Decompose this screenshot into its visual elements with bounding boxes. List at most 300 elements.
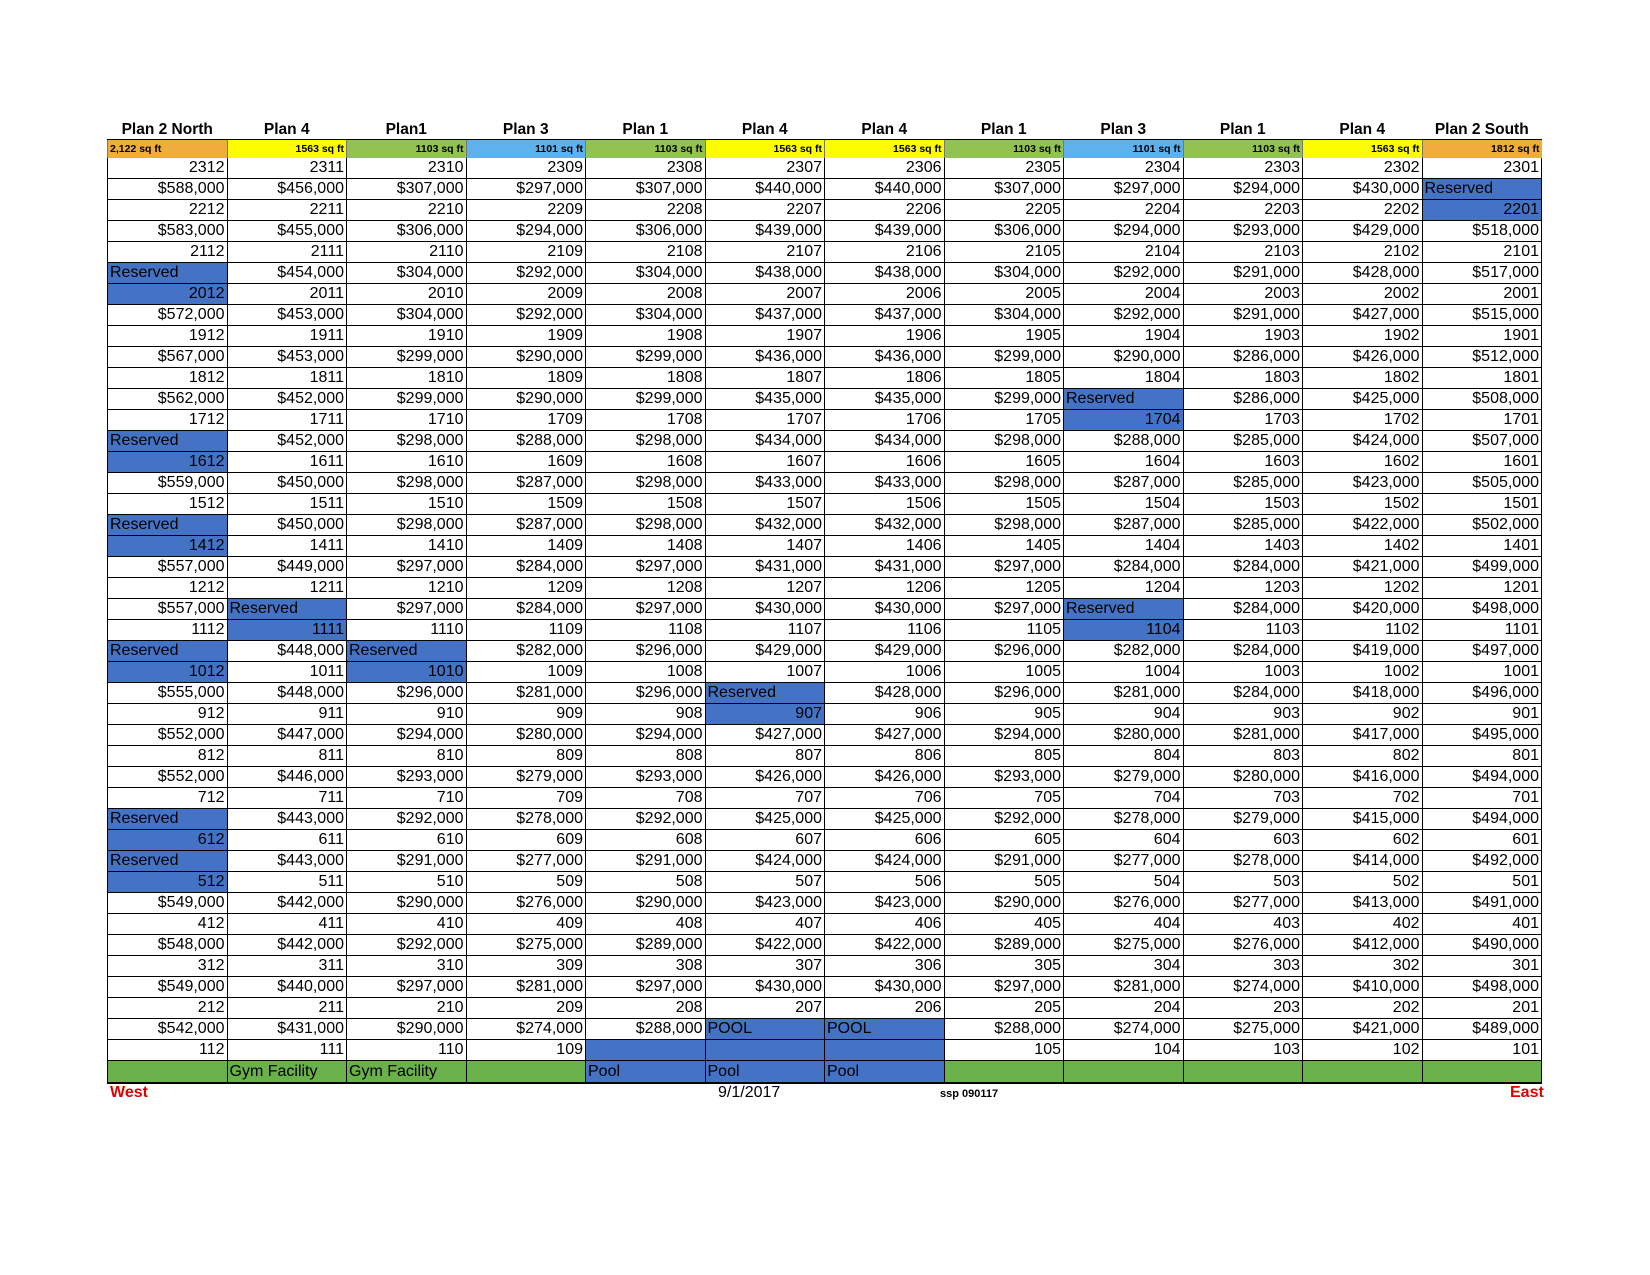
price-cell: $277,000: [1064, 851, 1184, 872]
unit-number-cell: 2306: [825, 158, 945, 179]
unit-number-cell: 612: [108, 830, 228, 851]
unit-number-cell: 707: [705, 788, 825, 809]
price-cell: $437,000: [825, 305, 945, 326]
price-cell: $296,000: [586, 683, 706, 704]
amenity-cell: [1422, 1061, 1542, 1084]
price-cell: $505,000: [1422, 473, 1542, 494]
price-cell: $492,000: [1422, 851, 1542, 872]
unit-number-cell: 1005: [944, 662, 1064, 683]
unit-number-cell: 306: [825, 956, 945, 977]
price-cell: $291,000: [347, 851, 467, 872]
price-cell: $583,000: [108, 221, 228, 242]
unit-number-cell: 409: [466, 914, 586, 935]
plan-header: Plan 4: [263, 121, 310, 138]
unit-number-cell: 904: [1064, 704, 1184, 725]
price-cell: $298,000: [944, 431, 1064, 452]
amenity-cell: [466, 1061, 586, 1084]
unit-number-cell: 901: [1422, 704, 1542, 725]
price-cell: $512,000: [1422, 347, 1542, 368]
unit-number-cell: 1509: [466, 494, 586, 515]
unit-number-cell: 1008: [586, 662, 706, 683]
unit-number-cell: 2103: [1183, 242, 1303, 263]
price-cell: $496,000: [1422, 683, 1542, 704]
price-cell: $290,000: [1064, 347, 1184, 368]
unit-number-cell: 103: [1183, 1040, 1303, 1061]
unit-number-cell: 1512: [108, 494, 228, 515]
price-row: [108, 221, 1542, 242]
unit-number-cell: 1804: [1064, 368, 1184, 389]
price-cell: $426,000: [1303, 347, 1423, 368]
price-cell: $276,000: [1064, 893, 1184, 914]
price-cell: $450,000: [227, 473, 347, 494]
unit-number-cell: 410: [347, 914, 467, 935]
amenities-row: [108, 1061, 1542, 1084]
unit-number-cell: 2107: [705, 242, 825, 263]
unit-number-row: [108, 200, 1542, 221]
unit-number-row: [108, 998, 1542, 1019]
unit-number-cell: 807: [705, 746, 825, 767]
price-cell: $277,000: [1183, 893, 1303, 914]
unit-number-cell: [586, 1040, 706, 1061]
price-cell: $288,000: [586, 1019, 706, 1040]
unit-number-cell: 1002: [1303, 662, 1423, 683]
price-cell: $298,000: [586, 431, 706, 452]
price-cell: $292,000: [347, 809, 467, 830]
unit-number-cell: 1603: [1183, 452, 1303, 473]
price-cell: $431,000: [227, 1019, 347, 1040]
unit-number-cell: 1702: [1303, 410, 1423, 431]
unit-number-cell: 1701: [1422, 410, 1542, 431]
unit-number-cell: 312: [108, 956, 228, 977]
price-cell: $281,000: [466, 977, 586, 998]
unit-number-cell: 2201: [1422, 200, 1542, 221]
unit-number-cell: 1902: [1303, 326, 1423, 347]
price-cell: $292,000: [586, 809, 706, 830]
unit-number-cell: 2003: [1183, 284, 1303, 305]
price-cell: $502,000: [1422, 515, 1542, 536]
amenity-cell: Gym Facility: [227, 1061, 347, 1084]
unit-number-cell: 706: [825, 788, 945, 809]
price-cell: $412,000: [1303, 935, 1423, 956]
price-cell: $275,000: [466, 935, 586, 956]
price-cell: $297,000: [347, 557, 467, 578]
unit-number-cell: 609: [466, 830, 586, 851]
unit-number-cell: 605: [944, 830, 1064, 851]
price-cell: $304,000: [586, 263, 706, 284]
price-cell: $515,000: [1422, 305, 1542, 326]
price-cell: $421,000: [1303, 1019, 1423, 1040]
price-cell: $454,000: [227, 263, 347, 284]
price-cell: $497,000: [1422, 641, 1542, 662]
plan-header: Plan1: [385, 121, 427, 138]
price-cell: $297,000: [1064, 179, 1184, 200]
unit-number-cell: 1910: [347, 326, 467, 347]
price-cell: $296,000: [586, 641, 706, 662]
unit-number-row: [108, 284, 1542, 305]
price-cell: $307,000: [586, 179, 706, 200]
unit-number-cell: 2202: [1303, 200, 1423, 221]
unit-number-cell: 2007: [705, 284, 825, 305]
price-cell: $425,000: [705, 809, 825, 830]
price-cell: $284,000: [466, 599, 586, 620]
price-cell: $290,000: [586, 893, 706, 914]
unit-number-cell: 1912: [108, 326, 228, 347]
unit-number-cell: 611: [227, 830, 347, 851]
unit-number-cell: 905: [944, 704, 1064, 725]
reserved-cell: Reserved: [347, 641, 467, 662]
price-cell: $424,000: [825, 851, 945, 872]
price-cell: $491,000: [1422, 893, 1542, 914]
sqft-header: 1563 sq ft: [825, 140, 945, 159]
unit-number-cell: 1207: [705, 578, 825, 599]
reserved-cell: Reserved: [108, 515, 228, 536]
unit-number-row: [108, 662, 1542, 683]
price-cell: $422,000: [1303, 515, 1423, 536]
unit-number-row: [108, 494, 1542, 515]
price-cell: $297,000: [586, 599, 706, 620]
unit-number-cell: 912: [108, 704, 228, 725]
price-cell: $440,000: [227, 977, 347, 998]
price-cell: $280,000: [1183, 767, 1303, 788]
unit-number-cell: 1704: [1064, 410, 1184, 431]
unit-number-cell: 711: [227, 788, 347, 809]
unit-number-cell: 1911: [227, 326, 347, 347]
unit-number-row: [108, 242, 1542, 263]
unit-number-cell: 2105: [944, 242, 1064, 263]
price-cell: $440,000: [825, 179, 945, 200]
unit-number-cell: 401: [1422, 914, 1542, 935]
unit-number-cell: 402: [1303, 914, 1423, 935]
unit-number-cell: 1607: [705, 452, 825, 473]
unit-number-cell: 2009: [466, 284, 586, 305]
unit-number-cell: 311: [227, 956, 347, 977]
unit-number-cell: 708: [586, 788, 706, 809]
reserved-cell: Reserved: [108, 641, 228, 662]
price-row: [108, 431, 1542, 452]
unit-number-cell: 1012: [108, 662, 228, 683]
unit-number-cell: 2001: [1422, 284, 1542, 305]
price-cell: $284,000: [466, 557, 586, 578]
price-cell: $293,000: [1183, 221, 1303, 242]
price-cell: $413,000: [1303, 893, 1423, 914]
unit-number-cell: 1907: [705, 326, 825, 347]
unit-number-cell: 1107: [705, 620, 825, 641]
sqft-header: 1563 sq ft: [1303, 140, 1423, 159]
price-cell: $448,000: [227, 641, 347, 662]
price-cell: $443,000: [227, 851, 347, 872]
unit-number-cell: 1609: [466, 452, 586, 473]
unit-number-cell: 1707: [705, 410, 825, 431]
sqft-header: 1103 sq ft: [347, 140, 467, 159]
price-cell: $298,000: [586, 515, 706, 536]
date-label: 9/1/2017: [718, 1084, 781, 1101]
unit-number-cell: 1906: [825, 326, 945, 347]
price-cell: $426,000: [825, 767, 945, 788]
unit-number-cell: 906: [825, 704, 945, 725]
plan-header-row: [108, 113, 1542, 140]
unit-number-cell: 2010: [347, 284, 467, 305]
sqft-header: 1101 sq ft: [1064, 140, 1184, 159]
price-cell: $447,000: [227, 725, 347, 746]
price-cell: $307,000: [347, 179, 467, 200]
unit-number-row: [108, 1040, 1542, 1061]
price-cell: $456,000: [227, 179, 347, 200]
unit-number-cell: 1406: [825, 536, 945, 557]
price-cell: $423,000: [1303, 473, 1423, 494]
unit-number-row: [108, 620, 1542, 641]
price-cell: $572,000: [108, 305, 228, 326]
unit-number-cell: 2312: [108, 158, 228, 179]
price-row: [108, 1019, 1542, 1040]
price-row: [108, 515, 1542, 536]
price-cell: $549,000: [108, 977, 228, 998]
unit-number-cell: 803: [1183, 746, 1303, 767]
unit-number-cell: 1807: [705, 368, 825, 389]
price-cell: $452,000: [227, 389, 347, 410]
unit-number-cell: 2208: [586, 200, 706, 221]
unit-number-row: [108, 536, 1542, 557]
unit-number-cell: 2112: [108, 242, 228, 263]
price-cell: $281,000: [1064, 683, 1184, 704]
unit-number-cell: 105: [944, 1040, 1064, 1061]
price-cell: $281,000: [1064, 977, 1184, 998]
unit-number-cell: 2310: [347, 158, 467, 179]
price-cell: $296,000: [944, 683, 1064, 704]
unit-number-cell: 1812: [108, 368, 228, 389]
price-cell: $280,000: [1064, 725, 1184, 746]
price-cell: $284,000: [1064, 557, 1184, 578]
price-row: [108, 977, 1542, 998]
price-cell: $293,000: [944, 767, 1064, 788]
amenity-cell: Pool: [586, 1061, 706, 1084]
price-cell: $298,000: [347, 473, 467, 494]
price-cell: $435,000: [705, 389, 825, 410]
unit-number-cell: 1001: [1422, 662, 1542, 683]
reserved-cell: Reserved: [108, 809, 228, 830]
price-row: [108, 179, 1542, 200]
price-cell: $287,000: [1064, 473, 1184, 494]
price-cell: $288,000: [466, 431, 586, 452]
unit-number-cell: 505: [944, 872, 1064, 893]
price-row: [108, 893, 1542, 914]
unit-number-cell: 712: [108, 788, 228, 809]
sqft-header: 1103 sq ft: [586, 140, 706, 159]
price-row: [108, 557, 1542, 578]
price-cell: $286,000: [1183, 347, 1303, 368]
unit-number-cell: 1810: [347, 368, 467, 389]
unit-number-cell: 511: [227, 872, 347, 893]
price-row: [108, 347, 1542, 368]
unit-number-cell: 509: [466, 872, 586, 893]
price-cell: $552,000: [108, 725, 228, 746]
price-cell: $424,000: [705, 851, 825, 872]
price-cell: $434,000: [705, 431, 825, 452]
price-cell: $298,000: [586, 473, 706, 494]
unit-number-cell: 1710: [347, 410, 467, 431]
unit-number-cell: 2011: [227, 284, 347, 305]
price-cell: $292,000: [944, 809, 1064, 830]
unit-number-cell: 111: [227, 1040, 347, 1061]
unit-number-cell: 911: [227, 704, 347, 725]
price-cell: $297,000: [944, 557, 1064, 578]
price-cell: $279,000: [1183, 809, 1303, 830]
price-cell: $304,000: [944, 263, 1064, 284]
price-row: [108, 935, 1542, 956]
unit-number-cell: 2212: [108, 200, 228, 221]
price-cell: $421,000: [1303, 557, 1423, 578]
price-row: [108, 809, 1542, 830]
price-cell: $282,000: [1064, 641, 1184, 662]
price-cell: $423,000: [825, 893, 945, 914]
price-cell: $433,000: [705, 473, 825, 494]
price-cell: $282,000: [466, 641, 586, 662]
price-cell: $489,000: [1422, 1019, 1542, 1040]
plan-header: Plan 2 North: [121, 121, 213, 138]
unit-number-row: [108, 368, 1542, 389]
price-cell: $279,000: [466, 767, 586, 788]
price-cell: $284,000: [1183, 683, 1303, 704]
unit-number-cell: 112: [108, 1040, 228, 1061]
price-cell: $430,000: [1303, 179, 1423, 200]
price-cell: $422,000: [825, 935, 945, 956]
price-cell: $517,000: [1422, 263, 1542, 284]
price-cell: $299,000: [586, 347, 706, 368]
unit-number-cell: 1003: [1183, 662, 1303, 683]
price-cell: $279,000: [1064, 767, 1184, 788]
unit-number-row: [108, 746, 1542, 767]
unit-number-cell: 2209: [466, 200, 586, 221]
unit-number-cell: 1112: [108, 620, 228, 641]
unit-number-cell: 104: [1064, 1040, 1184, 1061]
price-cell: $418,000: [1303, 683, 1423, 704]
price-cell: $542,000: [108, 1019, 228, 1040]
unit-number-cell: 2012: [108, 284, 228, 305]
price-cell: $425,000: [825, 809, 945, 830]
unit-number-cell: 303: [1183, 956, 1303, 977]
unit-number-cell: 507: [705, 872, 825, 893]
price-cell: $292,000: [466, 305, 586, 326]
price-cell: $306,000: [347, 221, 467, 242]
price-cell: $299,000: [347, 389, 467, 410]
unit-number-cell: 2101: [1422, 242, 1542, 263]
price-cell: $297,000: [347, 599, 467, 620]
unit-number-row: [108, 914, 1542, 935]
plan-header: Plan 1: [980, 121, 1027, 138]
unit-number-row: [108, 830, 1542, 851]
unit-number-cell: 205: [944, 998, 1064, 1019]
price-cell: $438,000: [825, 263, 945, 284]
unit-number-cell: 811: [227, 746, 347, 767]
price-cell: $298,000: [347, 431, 467, 452]
reserved-cell: Reserved: [227, 599, 347, 620]
unit-number-cell: 1103: [1183, 620, 1303, 641]
unit-number-row: [108, 326, 1542, 347]
unit-number-cell: 808: [586, 746, 706, 767]
price-cell: $277,000: [466, 851, 586, 872]
unit-number-cell: 2307: [705, 158, 825, 179]
price-cell: $443,000: [227, 809, 347, 830]
unit-price-grid: [107, 113, 1542, 1084]
unit-number-cell: 211: [227, 998, 347, 1019]
unit-number-cell: 102: [1303, 1040, 1423, 1061]
price-cell: $290,000: [347, 1019, 467, 1040]
price-cell: $298,000: [944, 515, 1064, 536]
unit-number-cell: 1909: [466, 326, 586, 347]
price-cell: $494,000: [1422, 767, 1542, 788]
price-cell: $297,000: [586, 557, 706, 578]
unit-number-cell: 209: [466, 998, 586, 1019]
unit-number-cell: 603: [1183, 830, 1303, 851]
price-cell: $425,000: [1303, 389, 1423, 410]
price-cell: $284,000: [1183, 599, 1303, 620]
price-cell: $299,000: [347, 347, 467, 368]
unit-number-cell: 1611: [227, 452, 347, 473]
price-cell: $299,000: [944, 389, 1064, 410]
price-cell: $436,000: [825, 347, 945, 368]
price-row: [108, 641, 1542, 662]
price-cell: $440,000: [705, 179, 825, 200]
unit-number-cell: 602: [1303, 830, 1423, 851]
price-cell: $416,000: [1303, 767, 1423, 788]
price-cell: $432,000: [705, 515, 825, 536]
unit-number-cell: 804: [1064, 746, 1184, 767]
price-cell: $292,000: [1064, 305, 1184, 326]
unit-number-cell: 506: [825, 872, 945, 893]
price-cell: $294,000: [1183, 179, 1303, 200]
price-cell: $557,000: [108, 557, 228, 578]
unit-number-cell: 703: [1183, 788, 1303, 809]
sqft-header: 1101 sq ft: [466, 140, 586, 159]
amenity-cell: Pool: [705, 1061, 825, 1084]
unit-number-cell: 1403: [1183, 536, 1303, 557]
price-cell: $275,000: [1183, 1019, 1303, 1040]
unit-number-cell: 110: [347, 1040, 467, 1061]
price-cell: $448,000: [227, 683, 347, 704]
unit-number-cell: 709: [466, 788, 586, 809]
price-row: [108, 767, 1542, 788]
price-cell: $495,000: [1422, 725, 1542, 746]
unit-number-cell: 1108: [586, 620, 706, 641]
plan-header: Plan 2 South: [1434, 121, 1529, 138]
price-cell: $276,000: [466, 893, 586, 914]
unit-number-cell: 1202: [1303, 578, 1423, 599]
price-cell: $290,000: [466, 347, 586, 368]
price-cell: $436,000: [705, 347, 825, 368]
price-cell: $306,000: [944, 221, 1064, 242]
price-cell: $297,000: [466, 179, 586, 200]
unit-number-row: [108, 410, 1542, 431]
price-cell: $294,000: [944, 725, 1064, 746]
unit-number-cell: 1904: [1064, 326, 1184, 347]
unit-number-cell: 604: [1064, 830, 1184, 851]
unit-number-row: [108, 578, 1542, 599]
price-cell: $274,000: [1183, 977, 1303, 998]
price-cell: $423,000: [705, 893, 825, 914]
unit-number-cell: 2102: [1303, 242, 1423, 263]
price-cell: $287,000: [466, 515, 586, 536]
unit-number-cell: 1709: [466, 410, 586, 431]
sqft-header: 1563 sq ft: [227, 140, 347, 159]
unit-number-cell: 101: [1422, 1040, 1542, 1061]
price-row: [108, 263, 1542, 284]
plan-header: Plan 3: [502, 121, 549, 138]
document-code: ssp 090117: [940, 1088, 999, 1100]
price-cell: $297,000: [347, 977, 467, 998]
price-cell: $419,000: [1303, 641, 1423, 662]
amenity-cell: [944, 1061, 1064, 1084]
price-cell: $435,000: [825, 389, 945, 410]
amenity-cell: [1303, 1061, 1423, 1084]
